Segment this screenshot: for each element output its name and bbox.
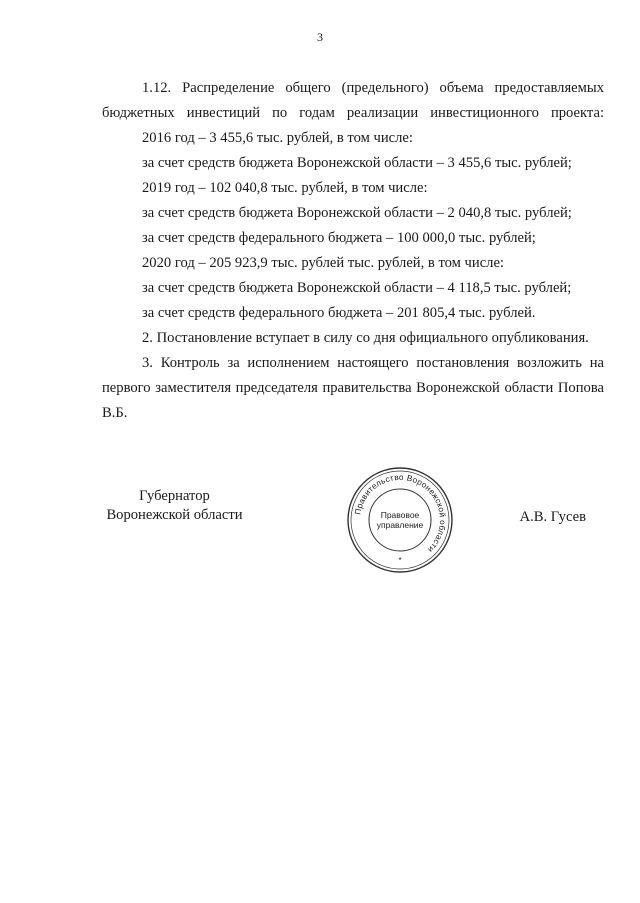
signatory-position <box>102 487 247 525</box>
paragraph-2020-regional: за счет средств бюджета Воронежской области – 4 118,5 тыс. рублей; <box>142 280 572 296</box>
paragraph-2019-regional: за счет средств бюджета Воронежской области – 2 040,8 тыс. рублей; <box>142 205 572 221</box>
signatory-position-line2: Воронежской области <box>106 507 243 523</box>
stamp-outer-text: Правительство Воронежской области <box>353 472 448 555</box>
paragraph-2016-total: 2016 год – 3 455,6 тыс. рублей, в том числе: <box>142 130 413 146</box>
paragraph-2020-federal: за счет средств федерального бюджета – 201 805,4 тыс. рублей. <box>142 305 536 321</box>
paragraph-2016-regional: за счет средств бюджета Воронежской области – 3 455,6 тыс. рублей; <box>142 155 572 171</box>
paragraph-2019-federal: за счет средств федерального бюджета – 100 000,0 тыс. рублей; <box>142 230 536 246</box>
paragraph-2-effective: 2. Постановление вступает в силу со дня официального опубликования. <box>142 330 589 346</box>
signature-block <box>102 465 604 575</box>
signatory-name: А.В. Гусев <box>519 509 586 525</box>
official-stamp <box>345 465 455 575</box>
stamp-inner-line2: управление <box>376 520 424 530</box>
signatory-position-line1: Губернатор <box>139 488 210 504</box>
paragraph-1-12: 1.12. Распределение общего (предельного) объема предоставляемых бюджетных инвестиций по годам реализации инвестиционного проекта: <box>102 80 604 121</box>
stamp-inner-line1: Правовое <box>380 510 420 520</box>
paragraph-3-control: 3. Контроль за исполнением настоящего постановления возложить на первого заместителя председателя правительства Воронежской области Попова В.Б. <box>102 355 604 421</box>
document-body <box>102 76 604 426</box>
paragraph-2020-total: 2020 год – 205 923,9 тыс. рублей тыс. рублей, в том числе: <box>142 255 504 271</box>
paragraph-2019-total: 2019 год – 102 040,8 тыс. рублей, в том числе: <box>142 180 428 196</box>
stamp-star: * <box>398 556 402 565</box>
page-number: 3 <box>317 30 323 44</box>
